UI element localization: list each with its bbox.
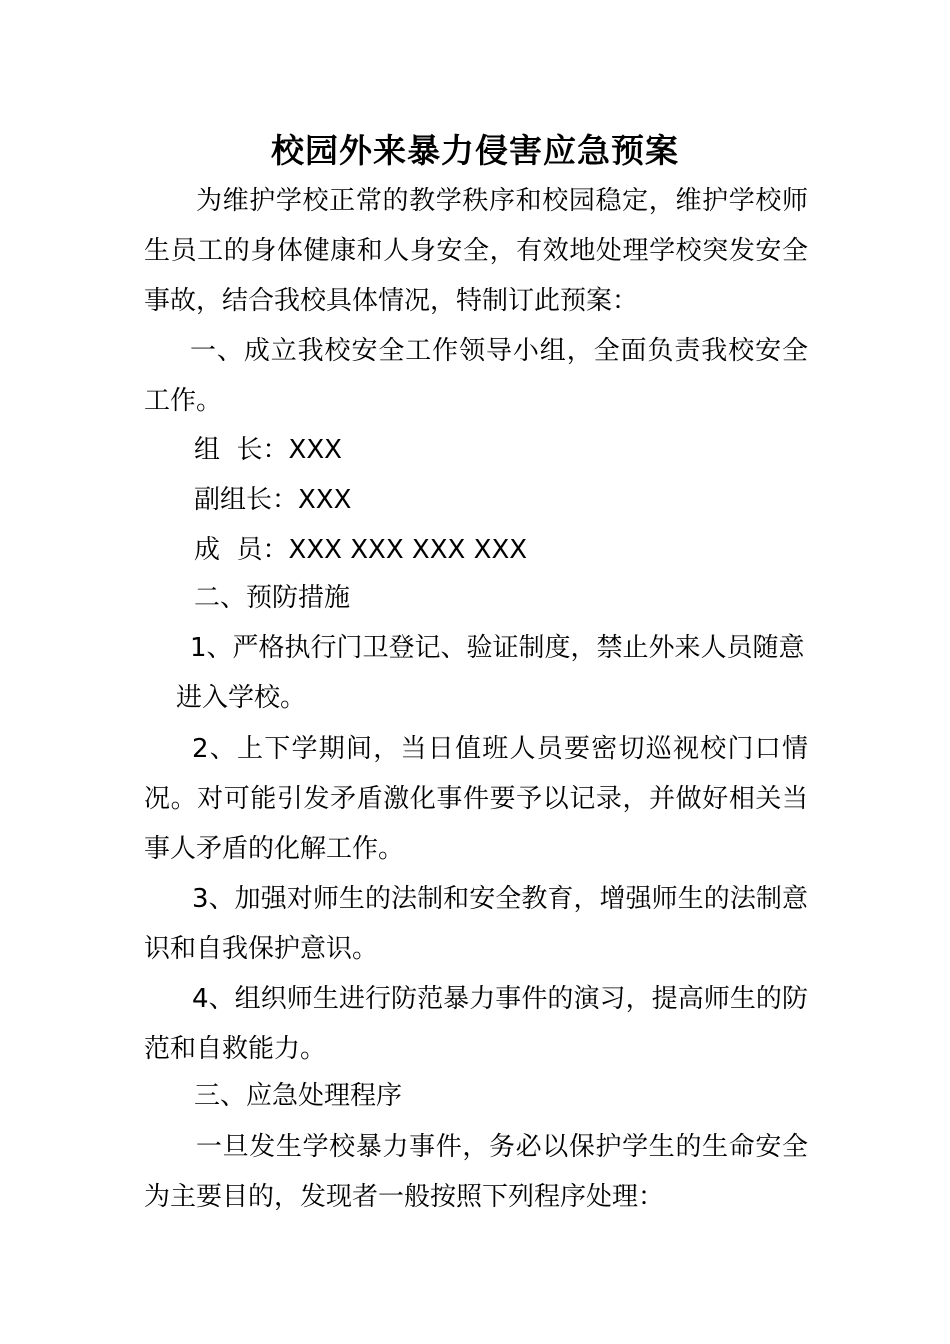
members-line: 成 员：XXX XXX XXX XXX [194, 535, 528, 565]
section-3-heading: 三、应急处理程序 [194, 1081, 403, 1111]
procedure-intro-paragraph: 一旦发生学校暴力事件，务必以保护学生的生命安全为主要目的，发现者一般按照下列程序处理： [144, 1132, 808, 1212]
leader-line: 组 长：XXX [194, 435, 342, 465]
item-1-line-1: 1、严格执行门卫登记、验证制度，禁止外来人员随意 [190, 633, 805, 663]
item-4-paragraph: 4、组织师生进行防范暴力事件的演习，提高师生的防范和自救能力。 [144, 984, 808, 1064]
section-2-heading: 二、预防措施 [194, 583, 351, 613]
document-title: 校园外来暴力侵害应急预案 [271, 131, 679, 170]
item-3-paragraph: 3、加强对师生的法制和安全教育，增强师生的法制意识和自我保护意识。 [144, 884, 808, 964]
vice-leader-line: 副组长：XXX [194, 485, 352, 515]
item-1-line-2: 进入学校。 [176, 683, 307, 713]
item-2-paragraph: 2、上下学期间，当日值班人员要密切巡视校门口情况。对可能引发矛盾激化事件要予以记录，并做好相关当事人矛盾的化解工作。 [144, 734, 808, 864]
intro-paragraph: 为维护学校正常的教学秩序和校园稳定，维护学校师生员工的身体健康和人身安全，有效地处理学校突发安全事故，结合我校具体情况，特制订此预案： [144, 186, 808, 316]
section-1-heading: 一、成立我校安全工作领导小组，全面负责我校安全工作。 [144, 336, 808, 416]
